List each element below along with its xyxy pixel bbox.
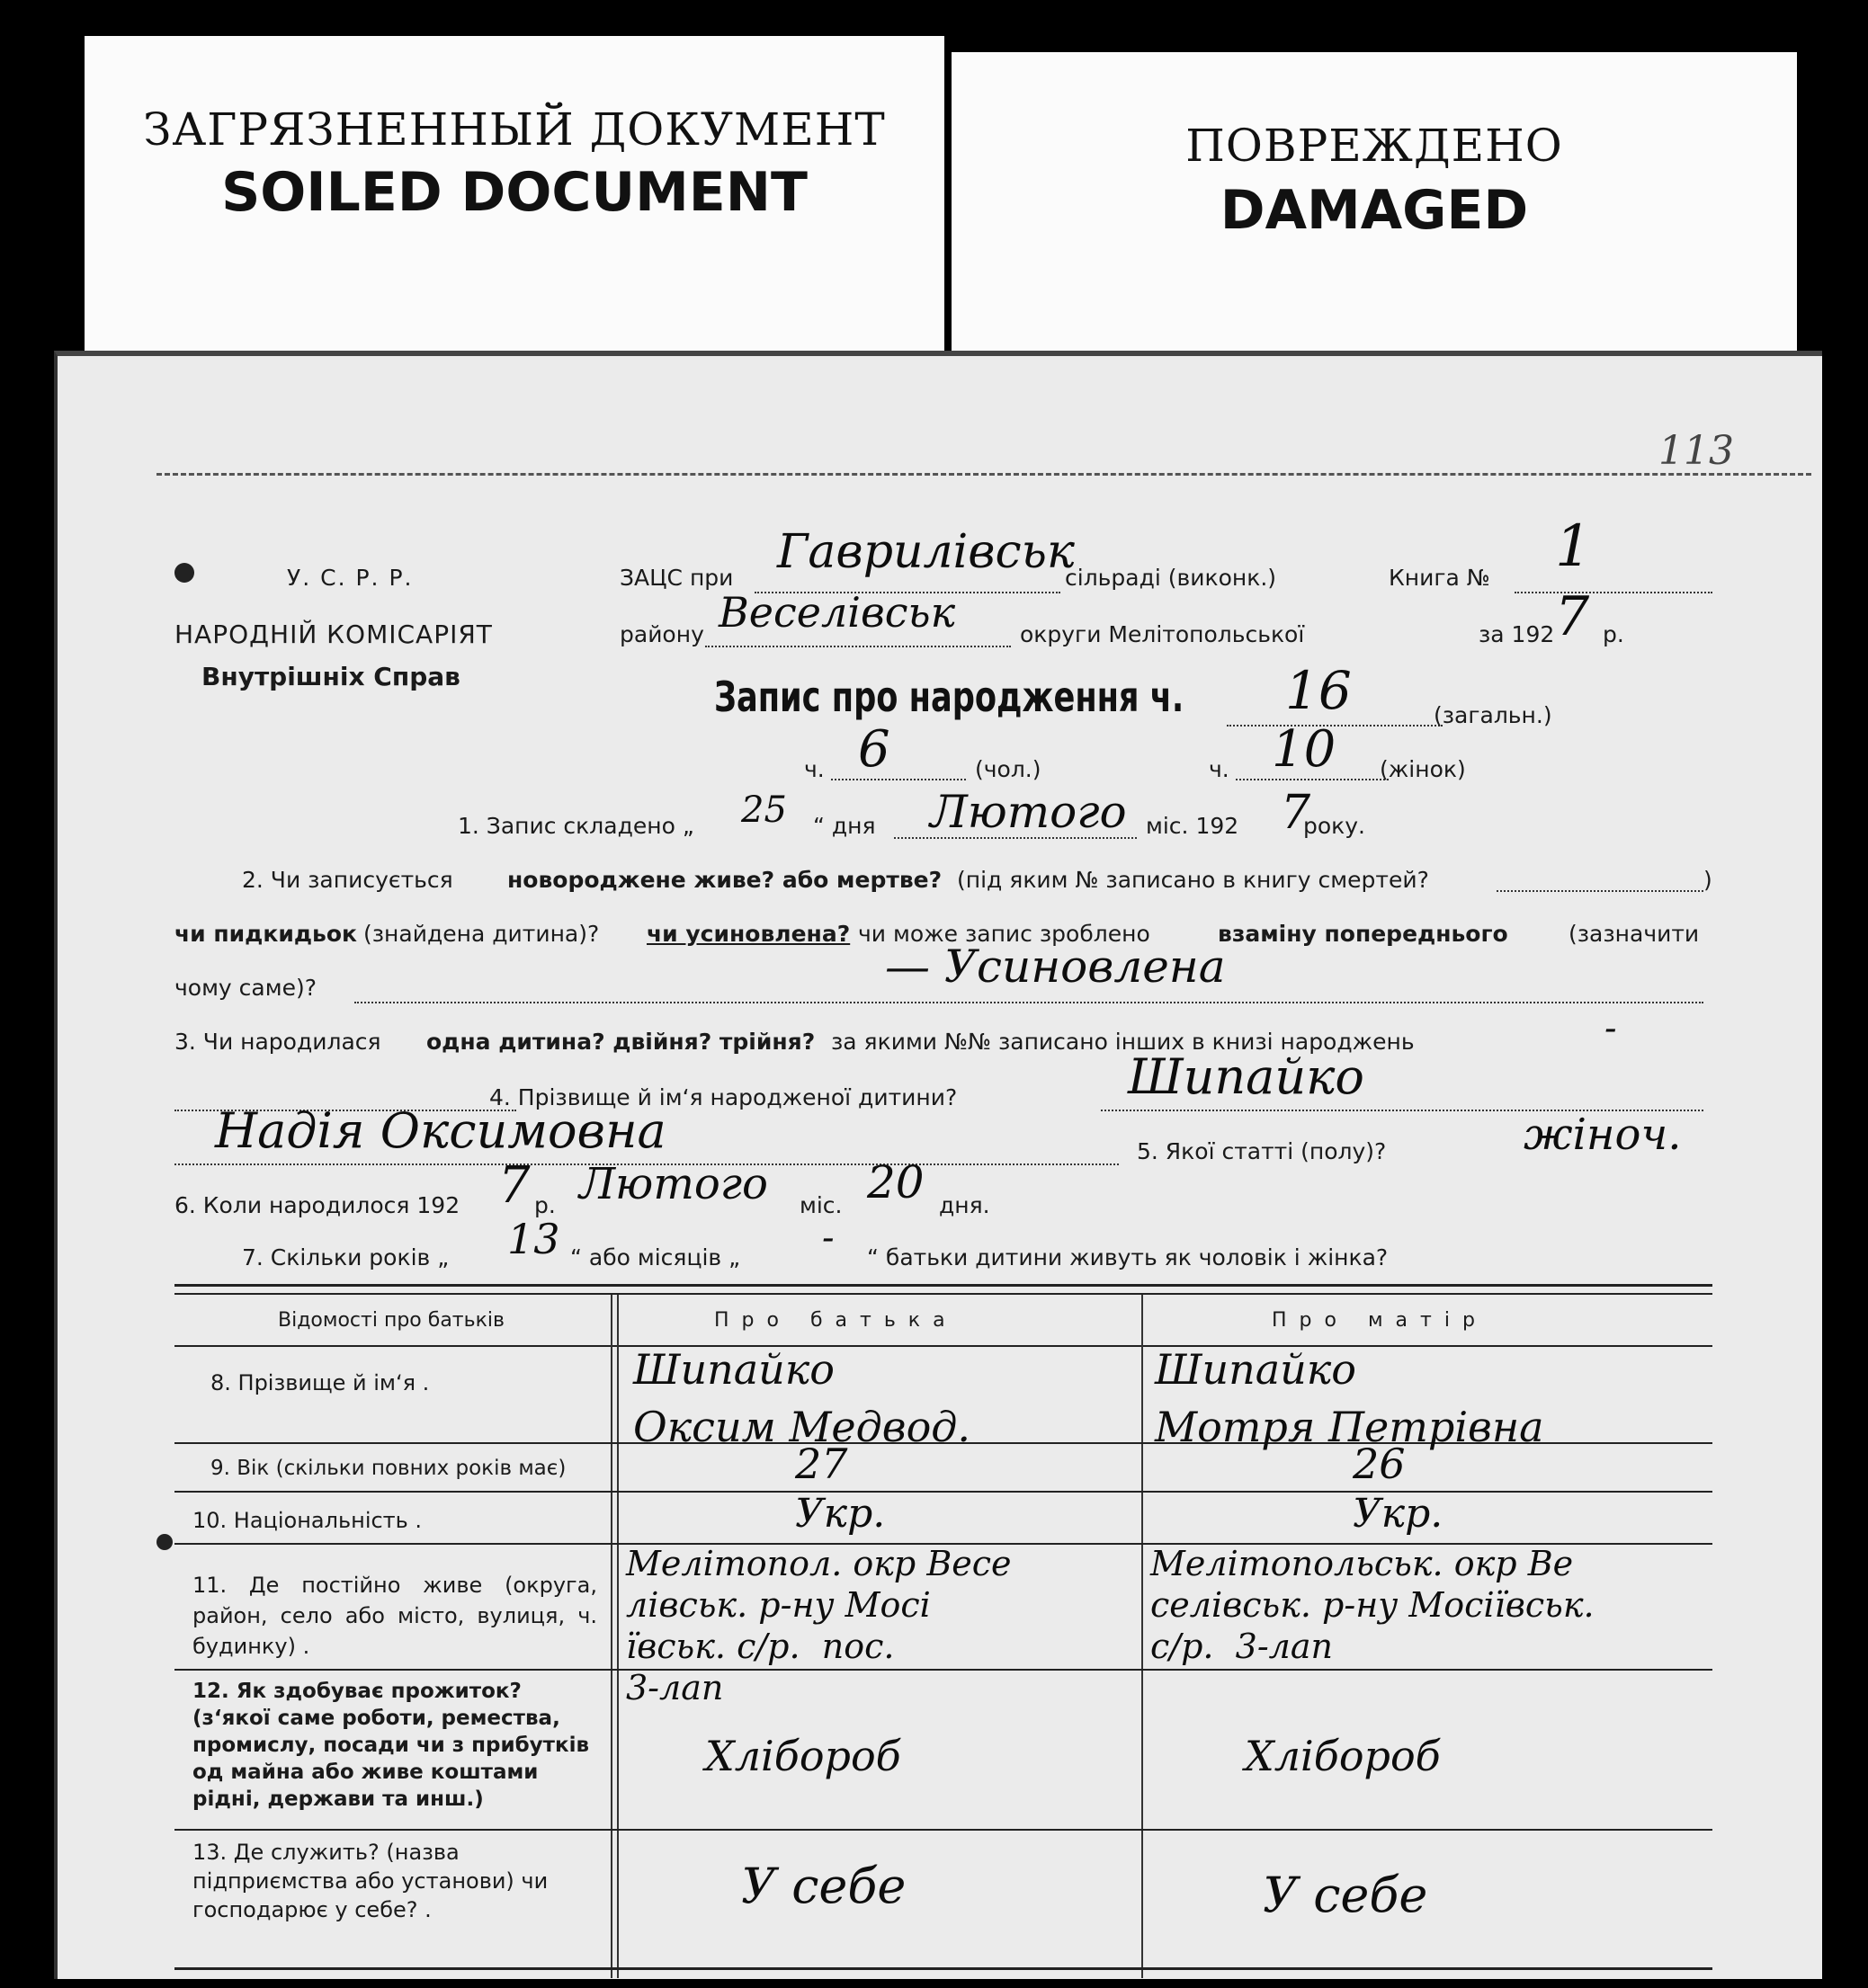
male-underline [831,779,966,780]
row-9-label: 9. Вік (скільки повних років має) [210,1457,567,1480]
total-label: (загальн.) [1434,702,1552,728]
q2-line2-c: чи усиновлена? [647,921,851,947]
q6-text-a: 6. Коли народилося 192 [174,1192,460,1218]
row-8-father: Шипайко Оксим Медвод. [633,1345,971,1451]
okrug-label: округи Мелітопольської [1020,621,1305,647]
q2-line1-c: (під яким № записано в книгу смертей? [957,867,1429,893]
row-border-12 [174,1829,1712,1831]
book-label: Книга № [1389,565,1490,591]
record-number-male: 6 [858,720,890,779]
female-underline [1236,779,1389,780]
female-label: (жінок) [1380,756,1466,782]
table-header-info: Відомості про батьків [278,1309,505,1332]
q2-line2-d: чи може запис зроблено [858,921,1150,947]
q1-text-d: року. [1303,813,1366,839]
q7-text-b: “ або місяців „ [570,1244,741,1270]
zags-prefix: ЗАЦС при [620,565,734,591]
raion-value: Веселівськ [719,588,956,637]
q2-answer-underline [354,1002,1703,1003]
q3-text-a: 3. Чи народилася [174,1029,381,1055]
row-13-father: У себе [741,1858,907,1914]
table-header-mother: Про матір [1272,1309,1488,1332]
book-number: 1 [1555,513,1592,580]
q1-month-underline [894,837,1137,839]
soiled-label-ru: ЗАГРЯЗНЕННЫЙ ДОКУМЕНТ [143,103,886,156]
q2-line1-b: новороджене живе? або мертве? [507,867,943,893]
q7-years: 13 [507,1215,560,1263]
row-12-father: Хлібороб [705,1732,901,1780]
row-11-label: 11. Де постійно живе (округа, район, село або місто, вулиця, ч. будинку) . [192,1573,597,1659]
q4-given: Надія Оксимовна [215,1102,666,1159]
punch-hole [156,1534,173,1550]
year-suffix: р. [1603,621,1624,647]
q1-text-b: “ дня [813,813,876,839]
q7-text-c: “ батьки дитини живуть як чоловік і жінка? [867,1244,1389,1270]
male-ch-label: ч. [804,756,825,782]
q1-text-c: міс. 192 [1146,813,1239,839]
q4-text: 4. Прізвище й ім‘я народженої дитини? [489,1084,958,1110]
table-divider-2 [1141,1295,1143,1978]
record-number-total: 16 [1285,660,1352,721]
year-value: 7 [1555,585,1590,648]
q3-answer: - [1604,1008,1617,1049]
male-label: (чол.) [975,756,1041,782]
row-border-9 [174,1491,1712,1493]
internal-affairs-label: Внутрішніх Справ [201,662,460,691]
table-bottom-border [174,1967,1712,1970]
q6-text-c: міс. [800,1192,843,1218]
q6-text-d: дня. [939,1192,990,1218]
table-top-border-2 [174,1293,1712,1295]
q5-text: 5. Якої статті (полу)? [1137,1138,1387,1164]
q2-line3-a: чому саме)? [174,975,317,1001]
row-13-label: 13. Де служить? (назва підприємства або установи) чи господарює у себе? . [192,1840,549,1922]
q6-text-b: р. [534,1192,556,1218]
q2-line1-d: ) [1703,867,1712,893]
table-top-border [174,1284,1712,1287]
row-9-father: 27 [795,1440,848,1488]
q2-line1-a: 2. Чи записується [242,867,453,893]
q7-months: - [822,1217,835,1259]
ussr-label: У. С. Р. Р. [287,565,414,591]
q6-month: Лютого [579,1159,768,1209]
folio-number: 113 [1658,428,1734,474]
row-11-mother: Мелітопольськ. окр Ве селівськ. р-ну Мосіївськ. с/р. 3-лап [1150,1544,1595,1666]
row-12-mother: Хлібороб [1245,1732,1441,1780]
q1-year: 7 [1281,786,1311,840]
soiled-document-label [85,36,944,369]
q5-answer: жіноч. [1524,1110,1682,1160]
year-label: за 192 [1479,621,1555,647]
table-header-father: Про батька [714,1309,958,1332]
row-10-label: 10. Національність . [192,1508,423,1533]
row-8-mother: Шипайко Мотря Петрівна [1155,1345,1544,1451]
q3-text-c: за якими №№ записано інших в книзі народжень [831,1029,1415,1055]
q3-text-b: одна дитина? двійня? трійня? [426,1029,816,1055]
q2-answer: — Усиновлена [885,941,1226,993]
record-title: Запис про народження ч. [714,673,1184,721]
punch-hole [174,563,194,583]
zags-value: Гаврилівськ [777,525,1075,579]
damaged-document-label [952,52,1797,378]
damaged-label-en: DAMAGED [1220,179,1529,242]
q7-text-a: 7. Скільки років „ [242,1244,450,1270]
raion-prefix: району [620,621,704,647]
soiled-label-en: SOILED DOCUMENT [221,161,808,224]
q6-year: 7 [498,1156,531,1215]
q2-line2-a: чи пидкидьок [174,921,357,947]
row-10-mother: Укр. [1353,1491,1443,1537]
table-divider-1 [611,1295,612,1978]
commissariat-label: НАРОДНІЙ КОМІСАРІЯТ [174,620,493,649]
q2-line2-b: (знайдена дитина)? [363,921,600,947]
row-8-label: 8. Прізвище й ім‘я . [210,1370,430,1395]
q2-line1-dots [1497,890,1703,892]
perforated-edge [156,473,1811,476]
selrada-label: сільраді (виконк.) [1065,565,1277,591]
q1-text-a: 1. Запис складено „ [458,813,694,839]
q6-day: 20 [867,1156,925,1208]
row-13-mother: У себе [1263,1867,1428,1923]
female-ch-label: ч. [1209,756,1229,782]
q2-line2-f: (зазначити [1569,921,1700,947]
row-11-father: Мелітопол. окр Весе лівськ. р-ну Мосі ївськ. с/р. пос. 3-лап [626,1544,1012,1707]
row-10-father: Укр. [795,1491,886,1537]
damaged-label-ru: ПОВРЕЖДЕНО [1185,120,1563,172]
table-divider-1b [617,1295,619,1978]
q2-line2-e: взаміну попереднього [1218,921,1508,947]
raion-underline [705,646,1011,647]
q1-month: Лютого [930,786,1127,838]
row-12-label: 12. Як здобуває прожиток? (з‘якої саме роботи, ремества, промислу, посади чи з прибутків од майна або живе коштами рідні, держави та инш.) [192,1680,590,1811]
book-underline [1515,592,1712,593]
row-9-mother: 26 [1353,1440,1406,1488]
q4-surname: Шипайко [1128,1048,1364,1105]
q1-day: 25 [741,789,787,831]
record-number-female: 10 [1272,720,1336,779]
birth-record-sheet [54,351,1822,1979]
